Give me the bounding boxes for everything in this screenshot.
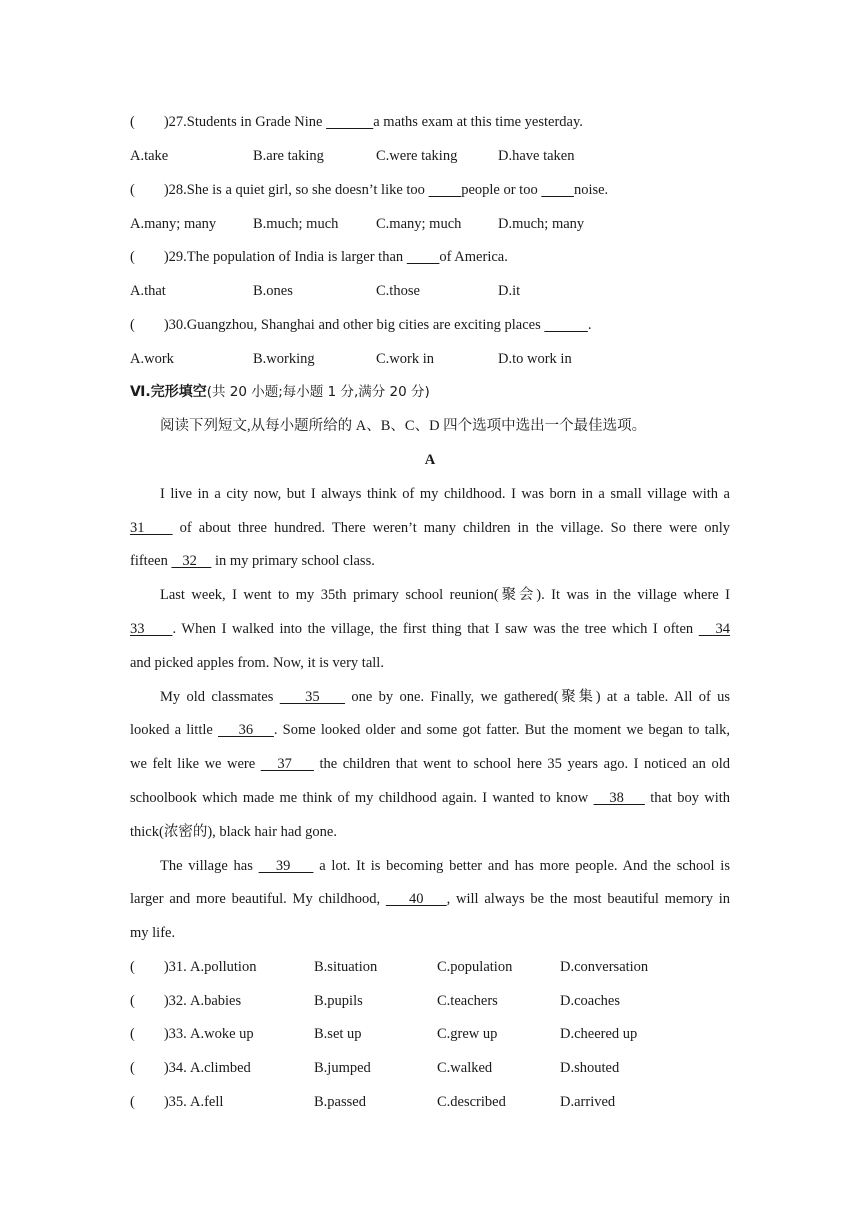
passage-text: . Some looked older and some got fatter. But the moment we began to talk, [273,722,731,738]
q28-blank-2 [541,182,574,198]
choice-33-option-c: C.grew up [437,1026,498,1042]
blank-34: 34 [698,621,731,637]
choice-32-option-b: B.pupils [314,993,363,1009]
choice-32-option-a: A.babies [190,993,242,1009]
blank-31: 31 [130,520,173,536]
passage-text: one by one. Finally, we gathered(聚集) at a table. All of us [351,689,731,705]
q29-blank [407,249,440,265]
choice-33-option-b: B.set up [314,1026,362,1042]
passage-label: A [424,452,436,468]
passage-text: larger and more beautiful. My childhood, [130,891,386,907]
blank-32: 32 [171,553,212,569]
choice-34-option-d: D.shouted [560,1060,620,1076]
section-instruction: 阅读下列短文,从每小题所给的 A、B、C、D 四个选项中选出一个最佳选项。 [160,418,647,434]
q28-option-a: A.many; many [130,216,217,232]
passage-line [130,754,730,774]
passage-line [130,518,730,538]
choice-32-option-d: D.coaches [560,993,620,1009]
q28-blank-1 [429,182,462,198]
choice-35-option-c: C.described [437,1094,506,1110]
passage-line [130,720,730,740]
choice-34-option-b: B.jumped [314,1060,371,1076]
passage-line [160,687,730,707]
choice-32-number: ( )32. [130,993,187,1009]
passage-line: and picked apples from. Now, it is very tall. [130,655,384,671]
section-note: (共 20 小题;每小题 1 分,满分 20 分) [206,384,430,400]
q28-stem: ( )28.She is a quiet girl, so she doesn’t like too [130,182,429,198]
passage-line [130,788,730,808]
passage-line: thick(浓密的), black hair had gone. [130,824,337,840]
q28-option-d: D.much; many [498,216,585,232]
passage-text: of about three hundred. There weren’t many children in the village. So there were only [172,520,731,536]
q29-stem: ( )29.The population of India is larger than [130,249,407,265]
q27-blank [326,114,373,130]
choice-33-option-d: D.cheered up [560,1026,638,1042]
choice-35-option-d: D.arrived [560,1094,616,1110]
passage-line: my life. [130,925,176,941]
passage-text: . When I walked into the village, the first thing that I saw was the tree which I often [172,621,699,637]
blank-33: 33 [130,621,173,637]
q27-option-c: C.were taking [376,148,458,164]
choice-33-number: ( )33. [130,1026,187,1042]
passage-text: we felt like we were [130,756,261,772]
choice-31-option-a: A.pollution [190,959,257,975]
choice-35-option-b: B.passed [314,1094,366,1110]
choice-31-option-b: B.situation [314,959,378,975]
q30-option-d: D.to work in [498,351,572,367]
passage-line: Last week, I went to my 35th primary school reunion(聚会). It was in the village where I [160,587,730,603]
blank-38: 38 [593,790,645,806]
choice-34-option-c: C.walked [437,1060,493,1076]
question-29 [130,247,730,267]
passage-text: that boy with [650,790,731,806]
passage-text: , will always be the most beautiful memory in [446,891,731,907]
section-header [130,382,730,402]
passage-line [160,856,730,876]
blank-39: 39 [258,858,314,874]
question-27 [130,112,730,132]
choice-31-option-d: D.conversation [560,959,649,975]
passage-text: in my primary school class. [211,553,375,569]
q27-option-b: B.are taking [253,148,324,164]
passage-text: fifteen [130,553,172,569]
q28-option-b: B.much; much [253,216,339,232]
section-title: Ⅵ.完形填空 [130,384,207,400]
q28-mid: people or too [461,182,542,198]
blank-37: 37 [260,756,314,772]
q29-option-a: A.that [130,283,166,299]
choice-31-number: ( )31. [130,959,187,975]
q30-blank [544,317,588,333]
q30-option-c: C.work in [376,351,434,367]
passage-text: The village has [160,858,259,874]
q28-option-c: C.many; much [376,216,462,232]
passage-line [130,619,730,639]
q29-option-b: B.ones [253,283,293,299]
blank-35: 35 [279,689,346,705]
choice-35-option-a: A.fell [190,1094,224,1110]
passage-text: a lot. It is becoming better and has more people. And the school is [319,858,730,874]
question-30 [130,315,730,335]
choice-33-option-a: A.woke up [190,1026,254,1042]
q28-rest: noise. [573,182,609,198]
choice-31-option-c: C.population [437,959,513,975]
choice-34-option-a: A.climbed [190,1060,251,1076]
q29-option-d: D.it [498,283,521,299]
q30-stem: ( )30.Guangzhou, Shanghai and other big cities are exciting places [130,317,545,333]
passage-text: schoolbook which made me think of my childhood again. I wanted to know [130,790,594,806]
passage-line [130,889,730,909]
q29-rest: of America. [439,249,508,265]
q30-option-b: B.working [253,351,315,367]
choice-34-number: ( )34. [130,1060,187,1076]
q27-stem: ( )27.Students in Grade Nine [130,114,327,130]
q30-rest: . [587,317,592,333]
choice-35-number: ( )35. [130,1094,187,1110]
passage-text: My old classmates [160,689,280,705]
blank-36: 36 [218,722,274,738]
passage-text: looked a little [130,722,218,738]
blank-40: 40 [385,891,447,907]
passage-line: I live in a city now, but I always think of my childhood. I was born in a small village with a [160,486,730,502]
passage-text: the children that went to school here 35 years ago. I noticed an old [319,756,730,772]
q30-option-a: A.work [130,351,174,367]
q27-option-a: A.take [130,148,169,164]
passage-line [130,551,730,571]
question-28 [130,180,730,200]
q27-rest: a maths exam at this time yesterday. [373,114,583,130]
q27-option-d: D.have taken [498,148,575,164]
q29-option-c: C.those [376,283,420,299]
choice-32-option-c: C.teachers [437,993,498,1009]
